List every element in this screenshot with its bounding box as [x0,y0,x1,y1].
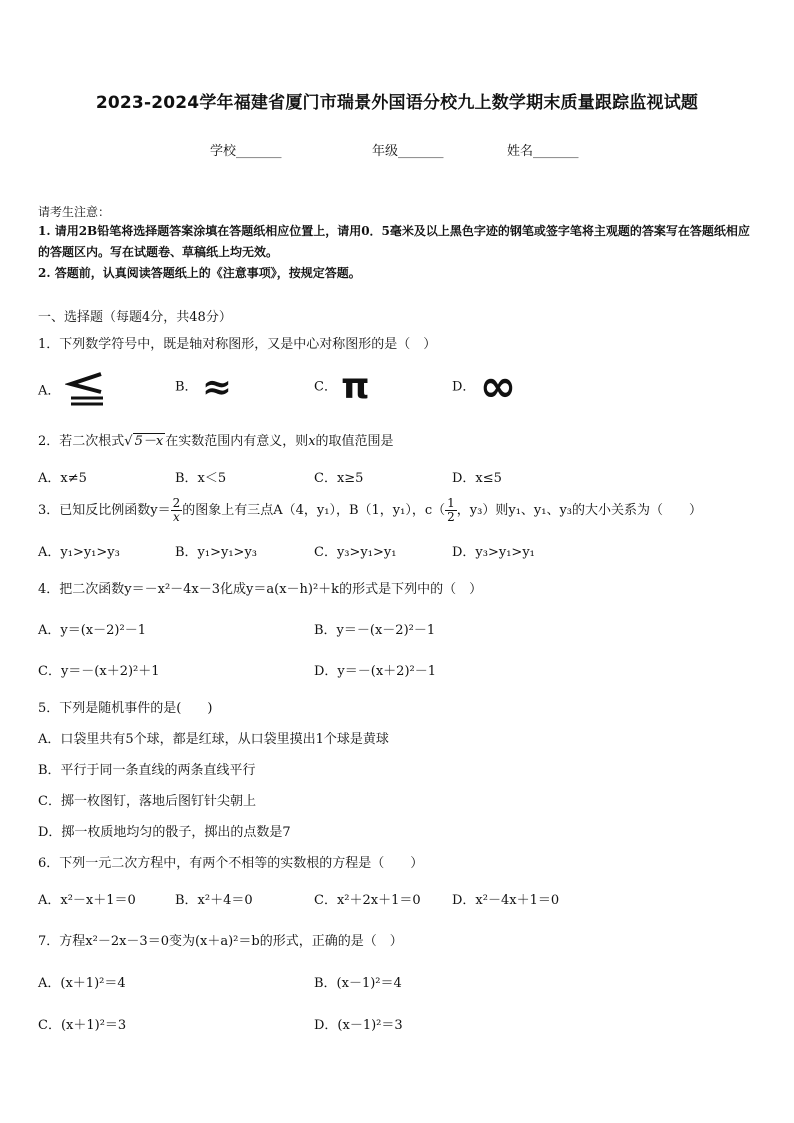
sqrt-symbol: √ [124,434,133,449]
question-2-stem: 2．若二次根式√ 5－x 在实数范围内有意义，则x的取值范围是 [38,434,394,449]
q6-option-b: B．x²＋4＝0 [175,893,253,908]
q2-option-b: B．x＜5 [175,471,227,486]
q1-option-d [452,361,517,412]
notice-heading: 请考生注意： [38,205,111,219]
q3-option-c: C．y₃>y₁>y₁ [314,545,397,560]
q7-option-c: C．(x＋1)²＝3 [38,1018,127,1033]
question-4-stem: 4．把二次函数y＝－x²－4x－3化成y＝a(x－h)²＋k的形式是下列中的（ ） [38,582,483,597]
q3-option-d: D．y₃>y₁>y₁ [452,545,535,560]
option-label: D． [452,379,476,395]
option-label: C． [314,379,337,395]
school-field: 学校_______ [210,144,282,159]
fraction: $\frac{1}{2}$ [447,496,455,524]
q2-option-d: D．x≤5 [452,471,502,486]
approx-symbol-icon: ≈ [201,366,232,408]
question-5-stem: 5．下列是随机事件的是( ) [38,701,213,716]
q6-option-c: C．x²＋2x＋1＝0 [314,893,421,908]
q5-option-a: A．口袋里共有5个球，都是红球，从口袋里摸出1个球是黄球 [38,732,389,747]
q6-option-a: A．x²－x＋1＝0 [38,893,136,908]
grade-field: 年级_______ [372,144,444,159]
q1-option-a [38,372,109,410]
question-7-stem: 7．方程x²－2x－3＝0变为(x＋a)²＝b的形式，正确的是（ ） [38,934,403,949]
less-equal-symbol-icon [65,372,109,410]
q2-option-a: A．x≠5 [38,471,87,486]
q1-option-b [175,366,232,408]
q2-option-c: C．x≥5 [314,471,364,486]
q6-option-d: D．x²－4x＋1＝0 [452,893,560,908]
q4-option-d: D．y＝－(x＋2)²－1 [314,664,436,679]
q4-option-a: A．y＝(x－2)²－1 [38,623,146,638]
q3-option-b: B．y₁>y₁>y₃ [175,545,258,560]
question-3-stem: 3．已知反比例函数y＝ $\frac{2}{x}$ 的图象上有三点A（4，y₁），B（1，y₁），c（ $\frac{1}{2}$ ，y₃）则y₁、y₁、y₃的大小关系为（ ） [38,496,703,524]
q3-option-a: A．y₁>y₁>y₃ [38,545,120,560]
fraction: $\frac{2}{x}$ [172,496,181,524]
q7-option-d: D．(x－1)²＝3 [314,1018,403,1033]
pi-symbol-icon: π [341,366,370,407]
notice-item-2: 2. 答题前，认真阅读答题纸上的《注意事项》，按规定答题。 [38,266,361,280]
q1-option-c [314,366,370,407]
option-label: A． [38,383,61,399]
q4-option-c: C．y＝－(x＋2)²＋1 [38,664,160,679]
page-title: 2023-2024学年福建省厦门市瑞景外国语分校九上数学期末质量跟踪监视试题 [95,93,699,113]
section-heading: 一、选择题（每题4分，共48分） [38,310,232,325]
q4-option-b: B．y＝－(x－2)²－1 [314,623,436,638]
radicand: 5－x [134,434,164,449]
infinity-symbol-icon: ∞ [479,361,517,412]
notice-item-1: 1. 请用2B铅笔将选择题答案涂填在答题纸相应位置上，请用0．5毫米及以上黑色字迹的钢笔或签字笔将主观题的答案写在答题纸相应的答题区内。写在试题卷、草稿纸上均无效。 [38,224,750,259]
q5-option-b: B．平行于同一条直线的两条直线平行 [38,763,256,778]
name-field: 姓名_______ [507,144,579,159]
q5-option-c: C．掷一枚图钉，落地后图钉针尖朝上 [38,794,256,809]
option-label: B． [175,379,198,395]
question-1-stem: 1．下列数学符号中，既是轴对称图形，又是中心对称图形的是（ ） [38,337,437,352]
q5-option-d: D．掷一枚质地均匀的骰子，掷出的点数是7 [38,825,291,840]
q7-option-b: B．(x－1)²＝4 [314,976,402,991]
q7-option-a: A．(x＋1)²＝4 [38,976,126,991]
question-6-stem: 6．下列一元二次方程中，有两个不相等的实数根的方程是（ ） [38,856,424,871]
